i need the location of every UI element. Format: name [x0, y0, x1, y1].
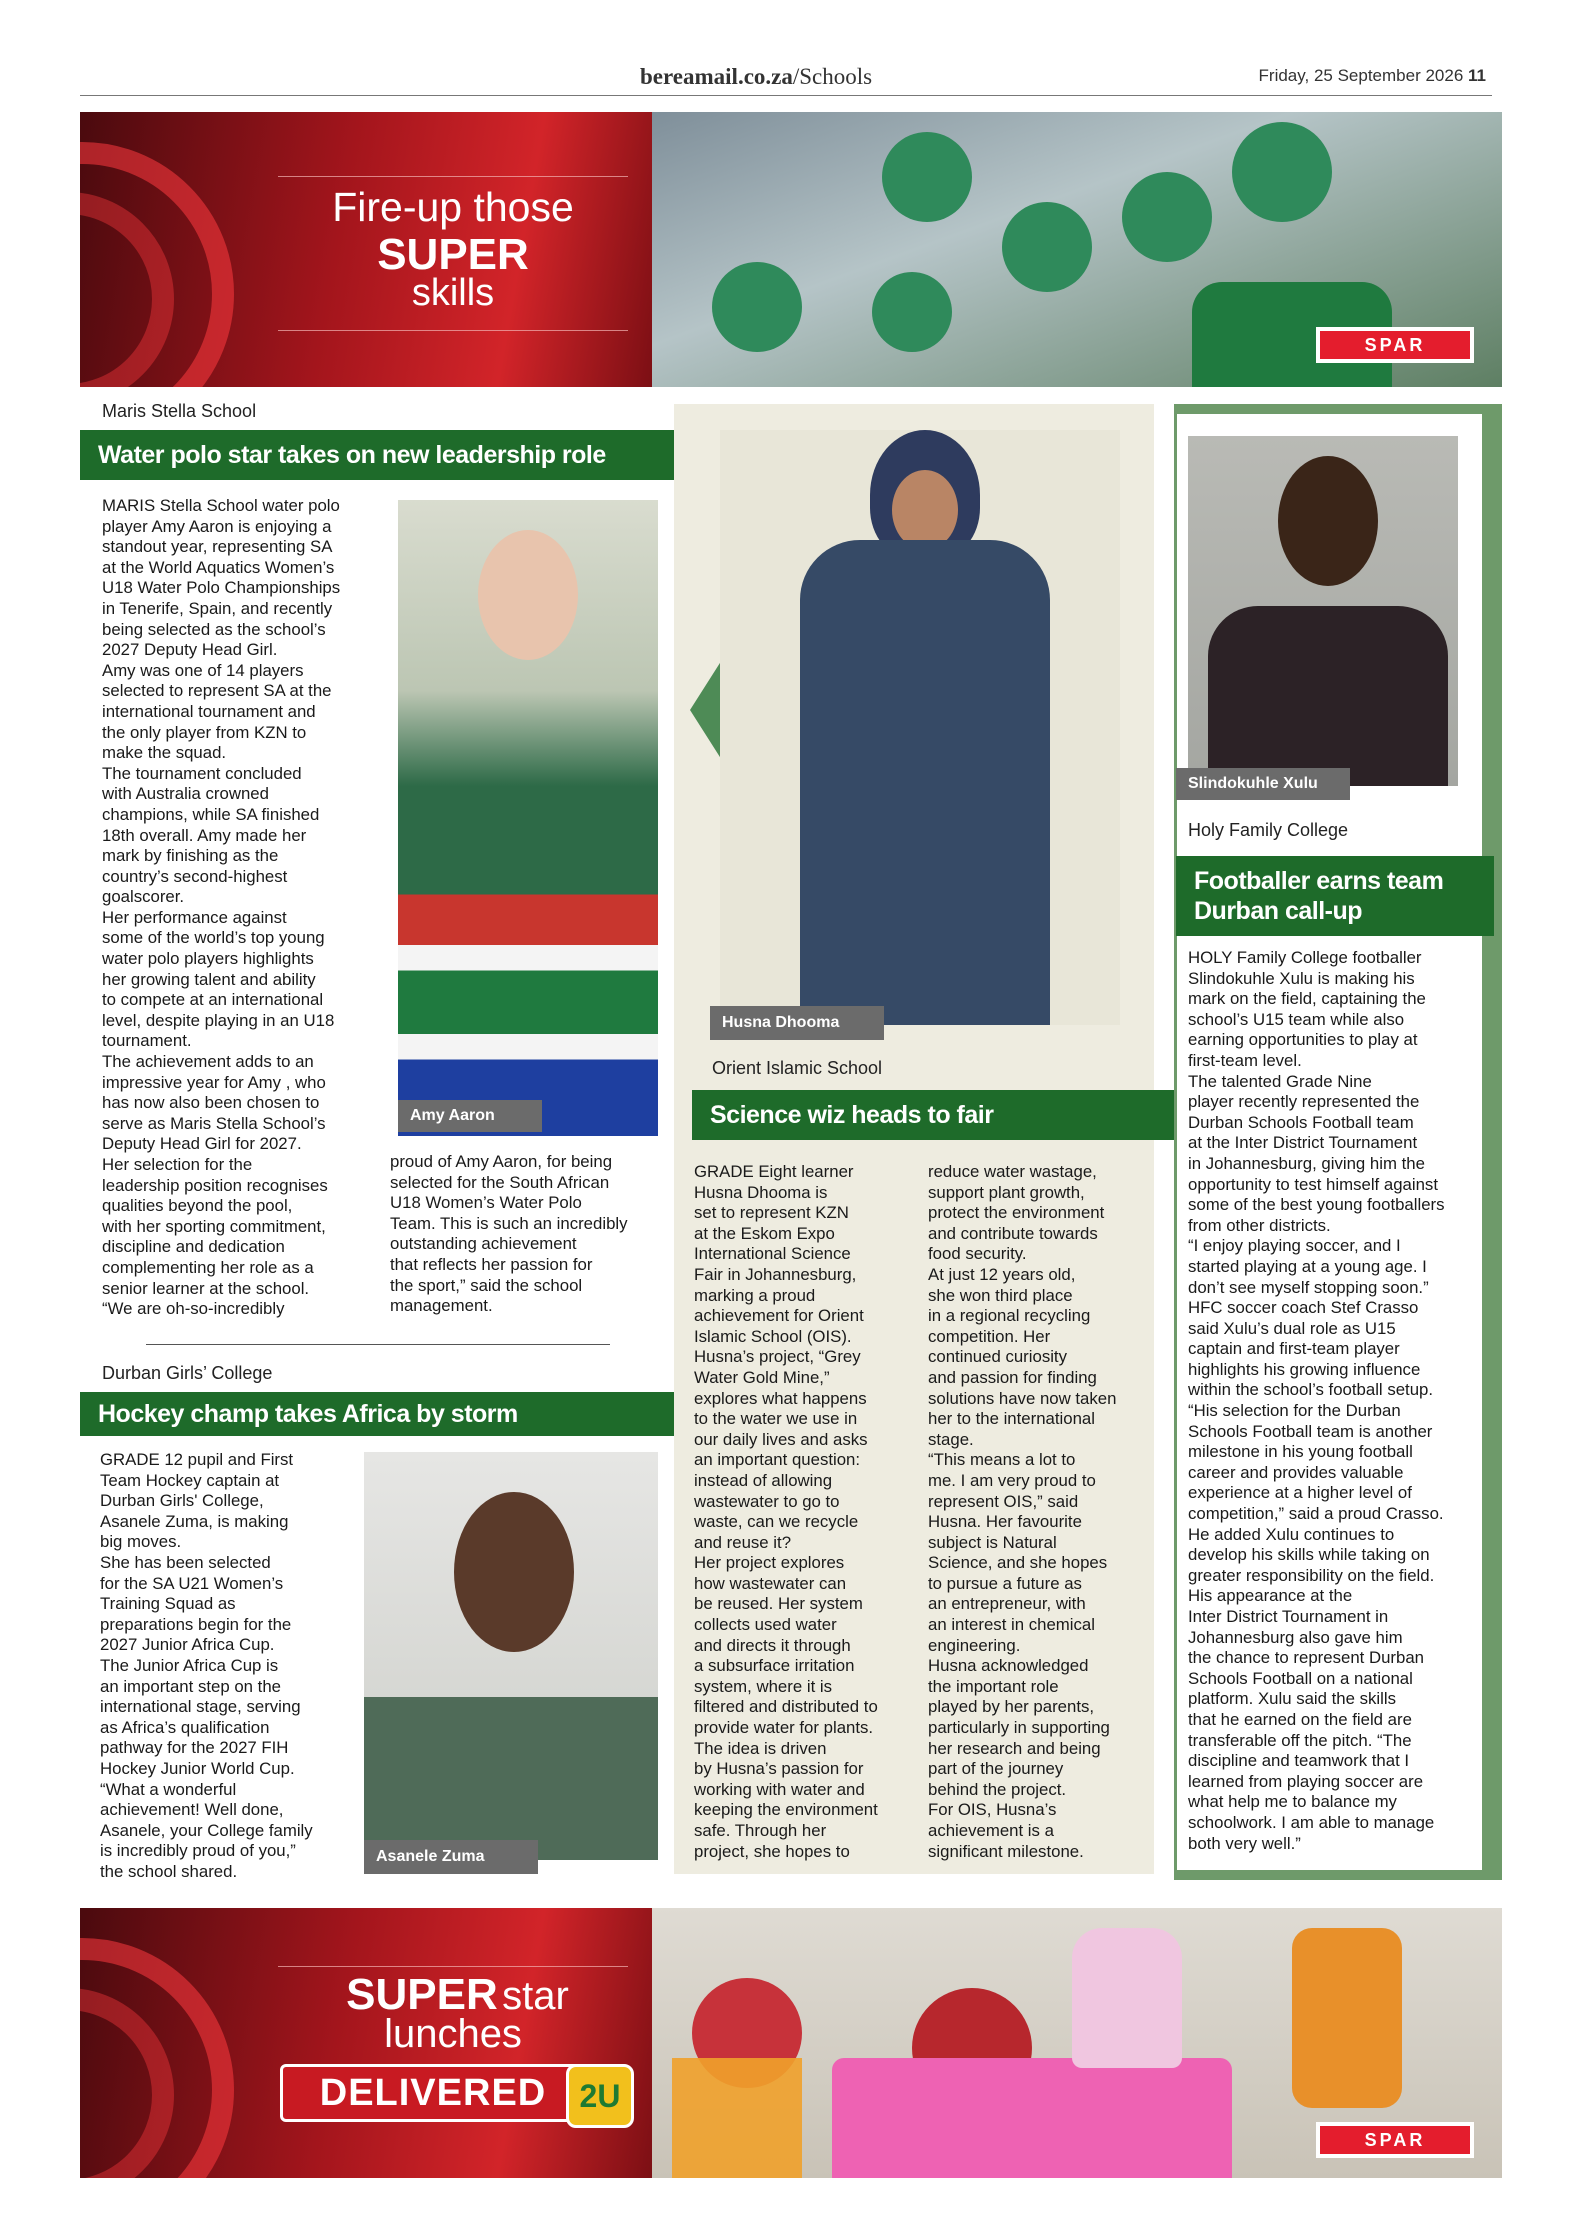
spar-logo: [1316, 2122, 1474, 2158]
spar-logo: [1316, 327, 1474, 363]
site-name: [640, 64, 872, 90]
player-cap: [882, 132, 972, 222]
banner-line-2: SUPER: [377, 230, 529, 279]
article-ois-col1: GRADE Eight learner Husna Dhooma is set to represent KZN at the Eskom Expo International Science Fair in Johannesburg, marking a proud achievement for Orient Islamic School (OIS). Husna’s project, “Grey Water Gold Mine,” explores what happens to the water we use in our daily lives and asks an important question: instead of allowing wastewater to go to waste, can we recycle and reuse it? Her project explores how wastewater can be reused. Her system collects used water and directs it through a subsurface irritation system, where it is filtered and distributed to provide water for plants. The idea is driven by Husna’s passion for working with water and keeping the environment safe. Through her project, she hopes to: [694, 1162, 878, 1861]
orange-juice-glass: [672, 2058, 802, 2178]
date-text: Friday, 25 September 2026: [1258, 66, 1464, 85]
water-polo-photo: [652, 112, 1502, 387]
article-hfc: HOLY Family College footballer Slindokuhle Xulu is making his mark on the field, captaining the school’s U15 team while also earning opportunities to play at first-team level. The talented Grade Nine player recently represented the Durban Schools Football team at the Inter District Tournament in Johannesburg, giving him the opportunity to test himself against some of the best young footballers from other districts. “I enjoy playing soccer, and I started playing at a young age. I don’t see myself stopping soon.” HFC soccer coach Stef Crasso said Xulu’s dual role as U15 captain and first-team player highlights his growing influence within the school’s football setup. “His selection for the Durban Schools Football team is another milestone in his young football career and provides valuable experience at a higher level of competition,” said a proud Crasso. He added Xulu continues to develop his skills while taking on greater responsibility on the field. His appearance at the Inter District Tournament in Johannesburg also gave him the chance to represent Durban Schools Football on a national platform. Xulu said the skills that he earned on the field are transferable off the pitch. “The discipline and teamwork that I learned from playing soccer are what help me to balance my schoolwork. I am able to manage both very well.”: [1188, 948, 1445, 1853]
issue-date: [1259, 66, 1486, 86]
spar-logo-text: SPAR: [1320, 331, 1470, 359]
banner-word-super: SUPER: [346, 1970, 498, 2019]
player-cap: [872, 272, 952, 352]
juice-bottle: [1292, 1928, 1402, 2108]
portrait-face: [478, 530, 578, 660]
site-domain: bereamail.co.za: [640, 64, 793, 89]
banner-line-1: Fire-up those: [332, 184, 574, 230]
header-rule: [80, 95, 1492, 96]
portrait-face: [454, 1492, 574, 1652]
water-bottle: [1072, 1928, 1182, 2068]
photo-amy-aaron: [398, 500, 658, 1136]
portrait-face: [1278, 456, 1378, 586]
photo-asanele-zuma: [364, 1452, 658, 1860]
banner-word-star: star: [502, 1974, 569, 2018]
player-cap: [1122, 172, 1212, 262]
delivered-2u-badge: 2U: [566, 2064, 634, 2128]
banner-line-top: [278, 1966, 628, 1967]
school-label-ois: Orient Islamic School: [712, 1058, 883, 1078]
site-section: /Schools: [792, 64, 873, 89]
banner-line-top: [278, 176, 628, 177]
headline-maris: Water polo star takes on new leadership role: [80, 430, 700, 480]
bottom-banner-line-2: lunches: [384, 2012, 522, 2056]
school-label-dgc: Durban Girls’ College: [102, 1363, 273, 1383]
portrait-blazer: [800, 540, 1050, 1025]
school-label-maris: Maris Stella School: [102, 401, 257, 421]
article-maris-col1: MARIS Stella School water polo player Amy Aaron is enjoying a standout year, representing SA at the World Aquatics Women’s U18 Water Polo Championships in Tenerife, Spain, and recently being selected as the school’s 2027 Deputy Head Girl. Amy was one of 14 players selected to represent SA at the international tournament and the only player from KZN to make the squad. The tournament concluded with Australia crowned champions, while SA finished 18th overall. Amy made her mark by finishing as the country’s second-highest goalscorer. Her performance against some of the world’s top young water polo players highlights her growing talent and ability to compete at an international level, despite playing in an U18 tournament. The achievement adds to an impressive year for Amy , who has now also been chosen to serve as Maris Stella School’s Deputy Head Girl for 2027. Her selection for the leadership position recognises qualities beyond the pool, with her sporting commitment, discipline and dedication complementing her role as a senior learner at the school. “We are oh-so-incredibly: [102, 496, 341, 1319]
caption-asanele-zuma: Asanele Zuma: [364, 1840, 538, 1874]
photo-slindokuhle-xulu: [1188, 436, 1458, 786]
banner-line-bottom: [278, 330, 628, 331]
portrait-face: [892, 470, 958, 550]
portrait-blazer: [1208, 606, 1448, 786]
player-cap: [1232, 122, 1332, 222]
school-label-hfc: Holy Family College: [1188, 820, 1349, 840]
lunch-box: [832, 2058, 1232, 2178]
banner-line-3: skills: [411, 272, 495, 314]
headline-ois: Science wiz heads to fair: [692, 1090, 1174, 1140]
section-divider: [146, 1344, 610, 1345]
player-cap: [1002, 202, 1092, 292]
headline-hfc: Footballer earns team Durban call-up: [1176, 856, 1494, 936]
caption-slindokuhle-xulu: Slindokuhle Xulu: [1176, 768, 1350, 800]
headline-dgc: Hockey champ takes Africa by storm: [80, 1392, 700, 1436]
player-cap: [712, 262, 802, 352]
caption-husna-dhooma: Husna Dhooma: [710, 1006, 884, 1040]
bottom-banner-line-3: DELIVERED: [280, 2064, 586, 2122]
top-banner-red: [80, 112, 652, 387]
spar-logo-text: SPAR: [1320, 2126, 1470, 2154]
article-dgc: GRADE 12 pupil and First Team Hockey captain at Durban Girls' College, Asanele Zuma, is making big moves. She has been selected for the SA U21 Women’s Training Squad as preparations begin for the 2027 Junior Africa Cup. The Junior Africa Cup is an important step on the international stage, serving as Africa’s qualification pathway for the 2027 FIH Hockey Junior World Cup. “What a wonderful achievement! Well done, Asanele, your College family is incredibly proud of you,” the school shared.: [100, 1450, 313, 1881]
page-number: 11: [1468, 66, 1486, 85]
article-maris-col2: proud of Amy Aaron, for being selected for the South African U18 Women’s Water Polo Team. This is such an incredibly outstanding achievement that reflects her passion for the sport,” said the school management.: [390, 1152, 628, 1316]
bottom-banner-red: [80, 1908, 652, 2178]
lunchbox-photo: [652, 1908, 1502, 2178]
article-ois-col2: reduce water wastage, support plant growth, protect the environment and contribute towards food security. At just 12 years old, she won third place in a regional recycling competition. Her continued curiosity and passion for finding solutions have now taken her to the international stage. “This means a lot to me. I am very proud to represent OIS,” said Husna. Her favourite subject is Natural Science, and she hopes to pursue a future as an entrepreneur, with an interest in chemical engineering. Husna acknowledged the important role played by her parents, particularly in supporting her research and being part of the journey behind the project. For OIS, Husna’s achievement is a significant milestone.: [928, 1162, 1117, 1861]
caption-amy-aaron: Amy Aaron: [398, 1100, 542, 1132]
photo-husna-dhooma: [720, 430, 1120, 1025]
